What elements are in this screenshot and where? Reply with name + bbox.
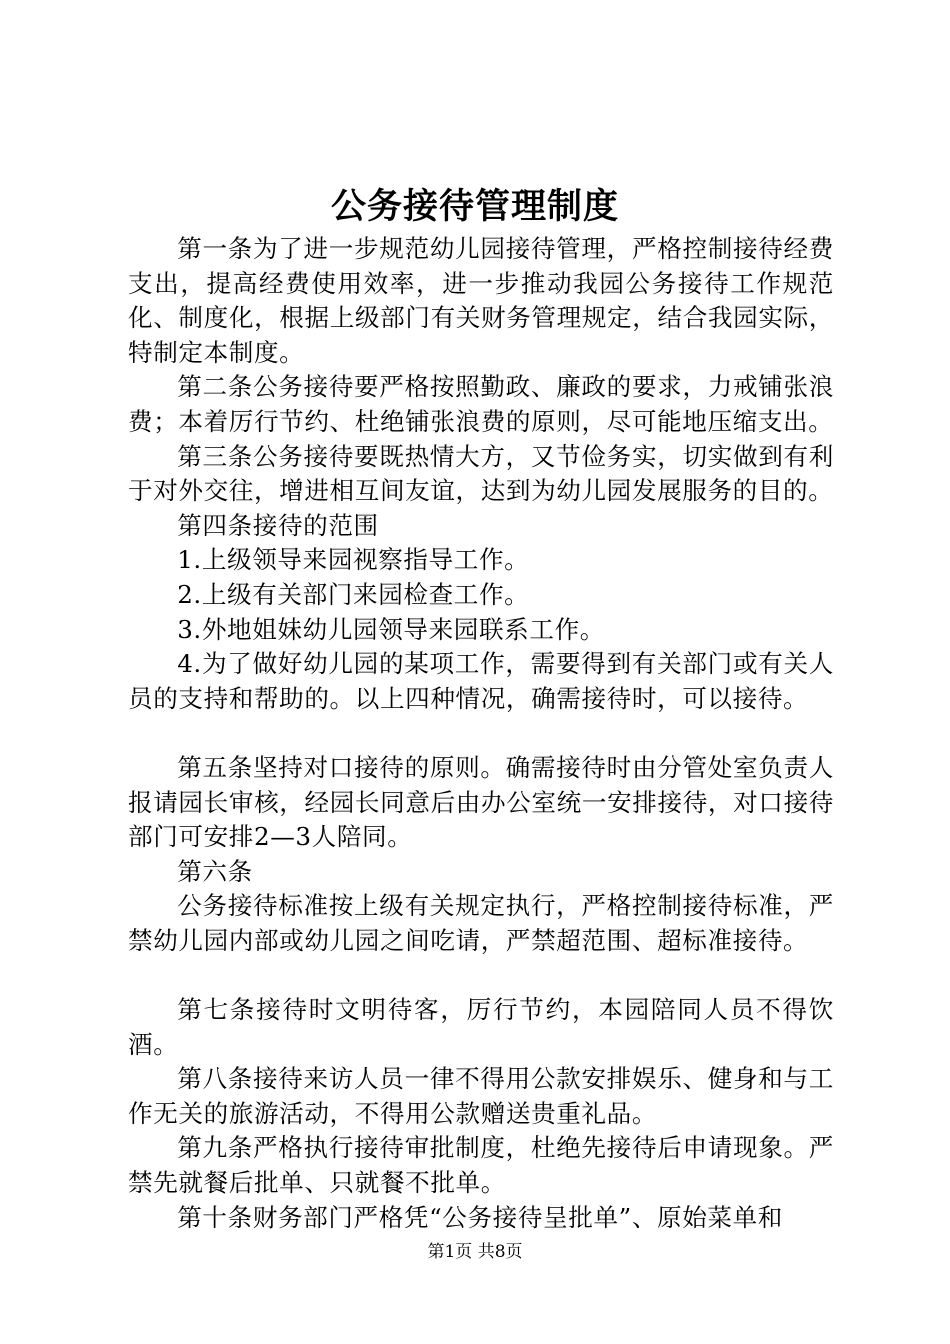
paragraph-article-1: 第一条为了进一步规范幼儿园接待管理，严格控制接待经费支出，提高经费使用效率，进一步推动我园公务接待工作规范化、制度化，根据上级部门有关财务管理规定，结合我园实际，特制定本制度。 [128, 234, 834, 367]
paragraph-article-2: 第二条公务接待要严格按照勤政、廉政的要求，力戒铺张浪费；本着厉行节约、杜绝铺张浪费的原则，尽可能地压缩支出。 [128, 372, 834, 436]
paragraph-article-3: 第三条公务接待要既热情大方，又节俭务实，切实做到有利于对外交往，增进相互间友谊，达到为幼儿园发展服务的目的。 [128, 441, 834, 506]
paragraph-spacer [128, 716, 834, 751]
paragraph-article-6-heading: 第六条 [177, 856, 253, 886]
paragraph-article-4-heading: 第四条接待的范围 [177, 510, 379, 540]
paragraph-article-9: 第九条严格执行接待审批制度，杜绝先接待后申请现象。严禁先就餐后批单、只就餐不批单。 [128, 1133, 834, 1198]
paragraph-article-6: 公务接待标准按上级有关规定执行，严格控制接待标准，严禁幼儿园内部或幼儿园之间吃请，严禁超范围、超标准接待。 [128, 891, 834, 955]
paragraph-article-8: 第八条接待来访人员一律不得用公款安排娱乐、健身和与工作无关的旅游活动，不得用公款赠送贵重礼品。 [128, 1064, 834, 1128]
list-item-scope-4: 4.为了做好幼儿园的某项工作，需要得到有关部门或有关人员的支持和帮助的。以上四种情况，确需接待时，可以接待。 [128, 649, 834, 713]
paragraph-spacer [128, 958, 834, 993]
document-title: 公务接待管理制度 [330, 186, 619, 227]
page-number-footer: 第1页 共8页 [427, 1242, 523, 1262]
list-item-scope-1: 1.上级领导来园视察指导工作。 [177, 545, 530, 575]
paragraph-article-5: 第五条坚持对口接待的原则。确需接待时由分管处室负责人报请园长审核，经园长同意后由办公室统一安排接待，对口接待部门可安排2—3人陪同。 [128, 752, 834, 852]
list-item-scope-2: 2.上级有关部门来园检查工作。 [177, 579, 530, 609]
document-body [128, 232, 834, 1235]
paragraph-article-10: 第十条财务部门严格凭“公务接待呈批单”、原始菜单和 [177, 1202, 783, 1232]
paragraph-article-7: 第七条接待时文明待客，厉行节约，本园陪同人员不得饮酒。 [128, 995, 834, 1059]
list-item-scope-3: 3.外地姐妹幼儿园领导来园联系工作。 [177, 614, 605, 644]
